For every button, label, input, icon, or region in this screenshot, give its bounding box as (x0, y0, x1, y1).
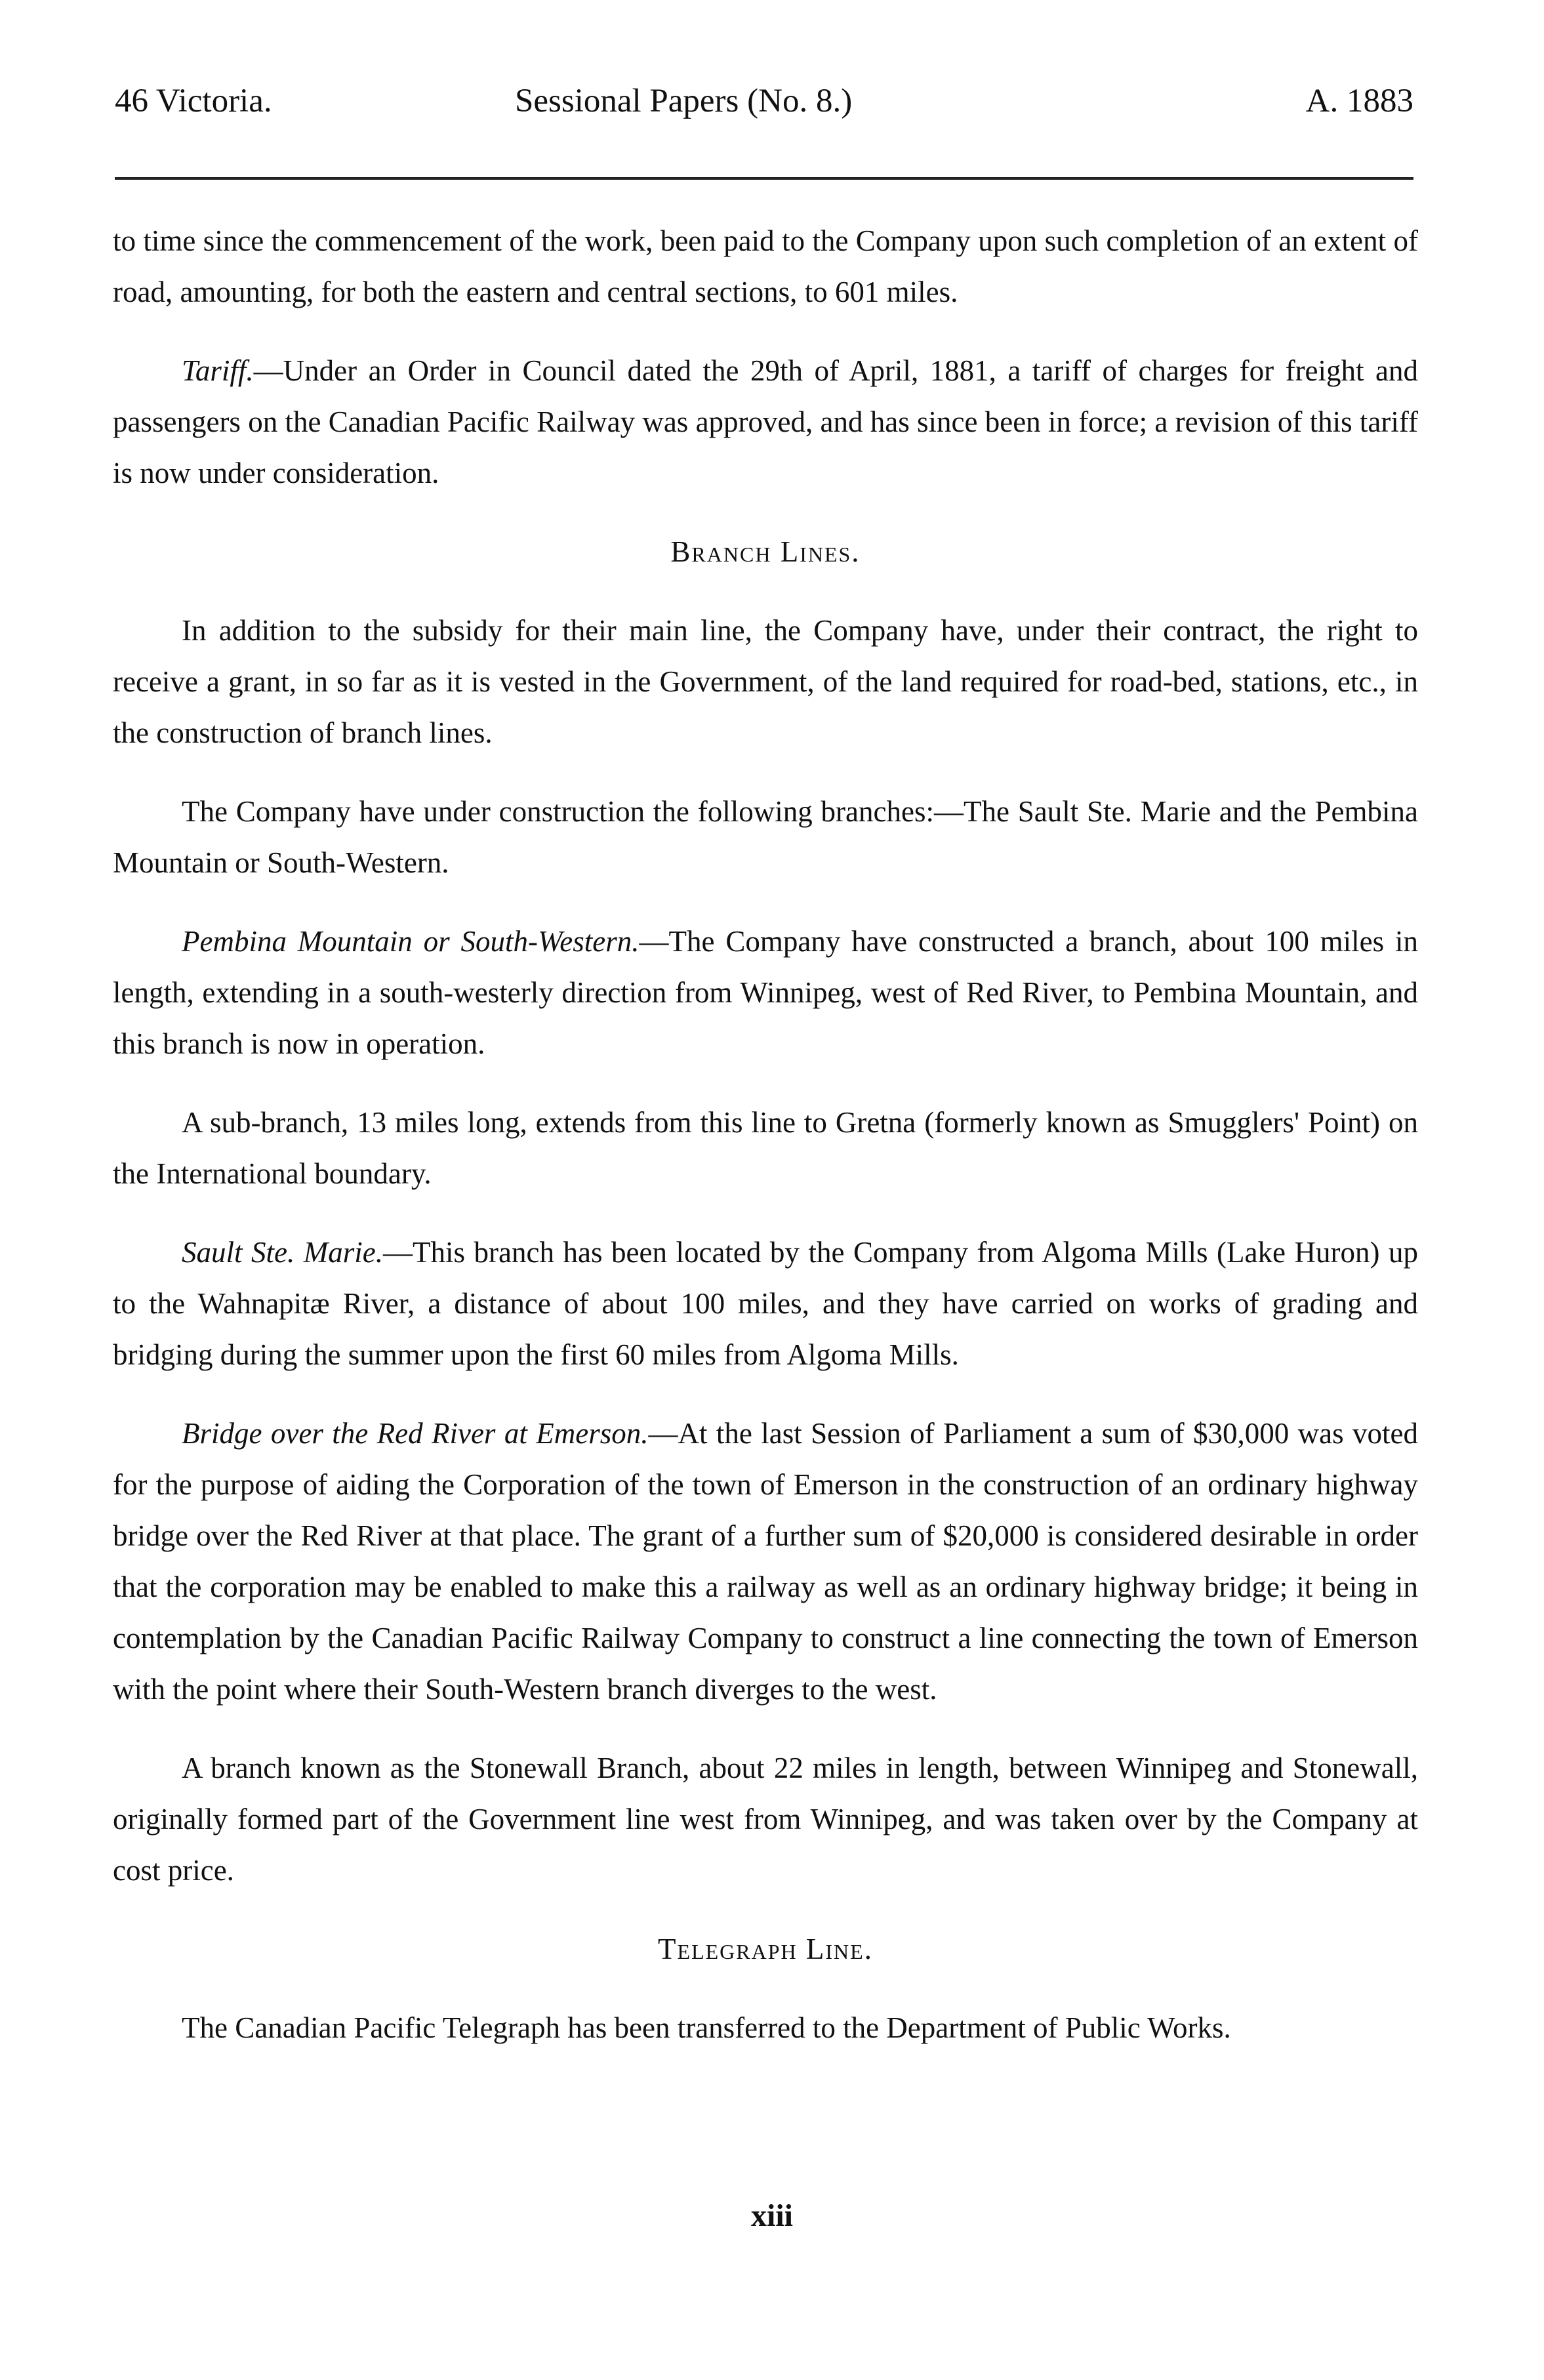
header-rule (115, 177, 1413, 180)
paragraph-lead-in: Pembina Mountain or South-Western. (182, 925, 640, 958)
section-heading-telegraph-line: Telegraph Line. (658, 1933, 873, 1965)
paragraph-text: A sub-branch, 13 miles long, extends from this line to Gretna (formerly known as Smugglers' Point) on the International boundary. (113, 1106, 1418, 1190)
paragraph-telegraph (113, 2002, 1418, 2053)
paragraph-text: —Under an Order in Council dated the 29th of April, 1881, a tariff of charges for freight and passengers on the Canadian Pacific Railway was approved, and has since been in force; a revision of this tariff is now under consideration. (113, 354, 1418, 489)
paragraph-subsidy (113, 605, 1418, 758)
paragraph-continuation (113, 215, 1418, 318)
page-number: xiii (750, 2198, 793, 2233)
paragraph-text: —At the last Session of Parliament a sum of $30,000 was voted for the purpose of aiding the Corporation of the town of Emerson in the construction of an ordinary highway bridge over the Red River at that place. The grant of a further sum of $20,000 is considered desirable in order that the corporation may be enabled to make this a railway as well as an ordinary highway bridge; it being in contemplation by the Canadian Pacific Railway Company to construct a line connecting the town of Emerson with the point where their South-Western branch diverges to the west. (113, 1417, 1418, 1706)
paragraph-text: The Company have under construction the following branches:—The Sault Ste. Marie and the Pembina Mountain or South-Western. (113, 795, 1418, 879)
section-heading-branch-lines: Branch Lines. (670, 535, 861, 568)
paragraph-text: to time since the commencement of the work, been paid to the Company upon such completion of an extent of road, amounting, for both the eastern and central sections, to 601 miles. (113, 224, 1418, 308)
header-title: Sessional Papers (No. 8.) (515, 83, 853, 119)
paragraph-text: The Canadian Pacific Telegraph has been transferred to the Department of Public Works. (182, 2011, 1231, 2044)
body-text (113, 215, 1418, 2081)
running-header (115, 82, 1413, 134)
paragraph-text: —This branch has been located by the Company from Algoma Mills (Lake Huron) up to the Wahnapitæ River, a distance of about 100 miles, and they have carried on works of grading and bridging during the summer upon the first 60 miles from Algoma Mills. (113, 1236, 1418, 1371)
paragraph-sub-branch (113, 1097, 1418, 1199)
paragraph-lead-in: Tariff. (182, 354, 254, 387)
paragraph-pembina (113, 916, 1418, 1069)
paragraph-text: —The Company have constructed a branch, about 100 miles in length, extending in a south-westerly direction from Winnipeg, west of Red River, to Pembina Mountain, and this branch is now in operation. (113, 925, 1419, 1060)
paragraph-stonewall (113, 1742, 1418, 1896)
paragraph-text: A branch known as the Stonewall Branch, about 22 miles in length, between Winnipeg and Stonewall, originally formed part of the Government line west from Winnipeg, and was taken over by the Company at cost price. (113, 1752, 1418, 1887)
paragraph-text: In addition to the subsidy for their main line, the Company have, under their contract, the right to receive a grant, in so far as it is vested in the Government, of the land required for road-bed, stations, etc., in the construction of branch lines. (113, 614, 1418, 749)
header-year: A. 1883 (1305, 83, 1413, 119)
paragraph-branches (113, 786, 1418, 888)
header-regnal-year: 46 Victoria. (115, 83, 272, 119)
paragraph-lead-in: Bridge over the Red River at Emerson. (182, 1417, 649, 1450)
paragraph-tariff (113, 345, 1418, 499)
paragraph-emerson-bridge (113, 1408, 1418, 1715)
paragraph-sault (113, 1227, 1418, 1380)
paragraph-lead-in: Sault Ste. Marie. (182, 1236, 384, 1269)
